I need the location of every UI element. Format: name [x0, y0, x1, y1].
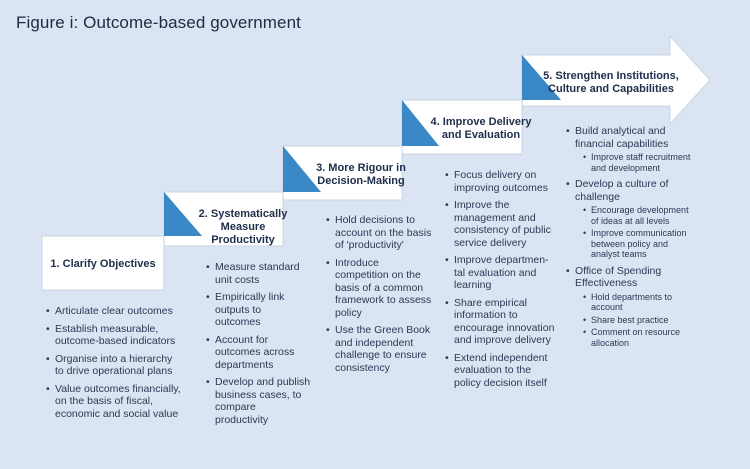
sub-bullet-line: and development	[591, 162, 661, 173]
step-5-bullets	[566, 125, 706, 353]
bullet-line: business cases, to	[215, 388, 302, 401]
bullet-line: • Improve departmen-	[454, 254, 549, 266]
bullet-item	[445, 169, 563, 194]
bullet-item	[445, 254, 563, 292]
step-1-label-line: 1. Clarify Objectives	[50, 258, 156, 270]
step-5-label	[536, 70, 686, 96]
bullet-line: • Empirically link	[215, 291, 285, 303]
bullet-line: • Extend independent	[454, 351, 548, 364]
step-3-label-line: Decision-Making	[317, 175, 405, 187]
sub-bullet-line: account	[591, 302, 623, 312]
bullet-item	[326, 214, 438, 252]
bullet-line: • Hold decisions to	[335, 214, 415, 226]
figure-title: Figure i: Outcome-based government	[16, 13, 301, 32]
bullet-line: challenge	[575, 190, 620, 203]
sub-bullet-item	[575, 205, 706, 226]
step-3-label-line: 3. More Rigour in	[316, 162, 406, 174]
bullet-item	[46, 383, 196, 421]
bullet-line: to drive operational plans	[55, 365, 173, 377]
step-1-label	[42, 258, 164, 271]
step-4-label-line: and Evaluation	[441, 129, 521, 141]
bullet-line: and improve delivery	[454, 334, 551, 346]
bullet-line: • Build analytical and	[575, 125, 666, 137]
bullet-line: improving outcomes	[454, 181, 548, 194]
sub-bullet-line: • Improve staff recruitment	[591, 152, 691, 162]
bullet-line: • Measure standard	[215, 261, 300, 273]
sub-bullet-line: • Comment on resource	[591, 327, 681, 337]
bullet-line: and independent	[335, 336, 414, 349]
bullet-line: • Develop a culture of	[575, 178, 669, 190]
bullet-line: competition on the	[335, 269, 421, 281]
sub-bullet-line: • Hold departments to	[591, 291, 673, 302]
bullet-line: financial capabilities	[575, 137, 669, 150]
bullet-item	[445, 199, 563, 249]
bullet-line: encourage innovation	[454, 321, 555, 334]
step-4-label	[426, 116, 536, 142]
bullet-line: • Value outcomes financially,	[55, 382, 181, 395]
step-3-label	[306, 162, 416, 188]
bullet-item	[326, 257, 438, 320]
step-4-bullets	[445, 169, 563, 394]
bullet-line: information to	[454, 309, 518, 321]
bullet-item	[206, 261, 326, 286]
step-4-label-line: 4. Improve Delivery	[430, 116, 532, 128]
sub-bullet-line: • Share best practice	[591, 314, 669, 325]
bullet-line: service delivery	[454, 236, 527, 249]
step-1-bullets	[46, 305, 196, 425]
step-2-bullets	[206, 261, 326, 431]
bullet-line: • Account for	[215, 333, 269, 346]
bullet-item	[445, 352, 563, 390]
bullet-line: on the basis of fiscal,	[55, 395, 154, 407]
bullet-line: management and	[454, 211, 536, 224]
bullet-item	[206, 291, 326, 329]
bullet-item	[566, 178, 706, 260]
bullet-line: productivity	[215, 413, 269, 426]
bullet-item	[46, 305, 196, 318]
sub-bullet-line: • Encourage development	[591, 205, 689, 215]
bullet-item	[46, 323, 196, 348]
sub-bullet-line: • Improve communication	[591, 228, 687, 238]
bullet-line: basis of a common	[335, 281, 424, 294]
bullet-line: compare	[215, 401, 256, 413]
bullet-line: • Articulate clear outcomes	[55, 305, 173, 317]
bullet-line: economic and social value	[55, 407, 179, 420]
bullet-item	[326, 324, 438, 374]
bullet-line: • Use the Green Book	[335, 324, 431, 336]
step-5-label-line: Culture and Capabilities	[548, 83, 674, 95]
step-3-bullets	[326, 214, 438, 379]
bullet-line: • Share empirical	[454, 296, 527, 309]
bullet-line: challenge to ensure	[335, 349, 427, 361]
step-2-label-line: Measure Productivity	[211, 221, 275, 246]
bullet-line: • Develop and publish	[215, 376, 311, 388]
step-2-label	[188, 208, 298, 247]
sub-bullet-item	[575, 327, 706, 348]
bullet-item	[206, 334, 326, 372]
bullet-line: outputs to	[215, 303, 262, 316]
bullet-item	[46, 353, 196, 378]
bullet-line: consistency	[335, 361, 390, 374]
step-2-label-line: 2. Systematically	[198, 208, 288, 220]
sub-bullet-item	[575, 152, 706, 173]
bullet-line: • Organise into a hierarchy	[55, 352, 173, 365]
bullet-line: Effectiveness	[575, 277, 638, 289]
bullet-line: learning	[454, 279, 492, 291]
bullet-item	[206, 376, 326, 426]
sub-bullet-item	[575, 292, 706, 313]
bullet-line: outcome-based indicators	[55, 335, 176, 347]
bullet-line: consistency of public	[454, 224, 551, 236]
bullet-line: • Establish measurable,	[55, 322, 159, 335]
bullet-line: framework to assess	[335, 294, 432, 306]
sub-bullet-line: analyst teams	[591, 249, 647, 259]
bullet-line: outcomes	[215, 316, 261, 328]
bullet-line: • Introduce	[335, 256, 379, 269]
sub-bullet-line: between policy and	[591, 238, 669, 249]
bullet-line: policy	[335, 306, 362, 319]
bullet-line: of 'productivity'	[335, 239, 404, 251]
sub-bullet-item	[575, 315, 706, 326]
bullet-item	[566, 265, 706, 349]
bullet-line: account on the basis	[335, 226, 432, 239]
bullet-item	[445, 297, 563, 347]
sub-bullet-line: of ideas at all levels	[591, 215, 670, 226]
step-5-label-line: 5. Strengthen Institutions,	[543, 70, 679, 82]
sub-bullet-line: allocation	[591, 337, 630, 348]
bullet-line: departments	[215, 358, 274, 371]
bullet-line: policy decision itself	[454, 376, 547, 389]
sub-bullet-item	[575, 228, 706, 260]
bullet-line: • Office of Spending	[575, 264, 662, 277]
bullet-line: tal evaluation and	[454, 266, 537, 279]
bullet-line: • Focus delivery on	[454, 169, 537, 181]
bullet-line: outcomes across	[215, 346, 295, 358]
bullet-line: • Improve the	[454, 199, 510, 211]
bullet-line: evaluation to the	[454, 364, 532, 376]
bullet-item	[566, 125, 706, 173]
bullet-line: unit costs	[215, 273, 260, 286]
